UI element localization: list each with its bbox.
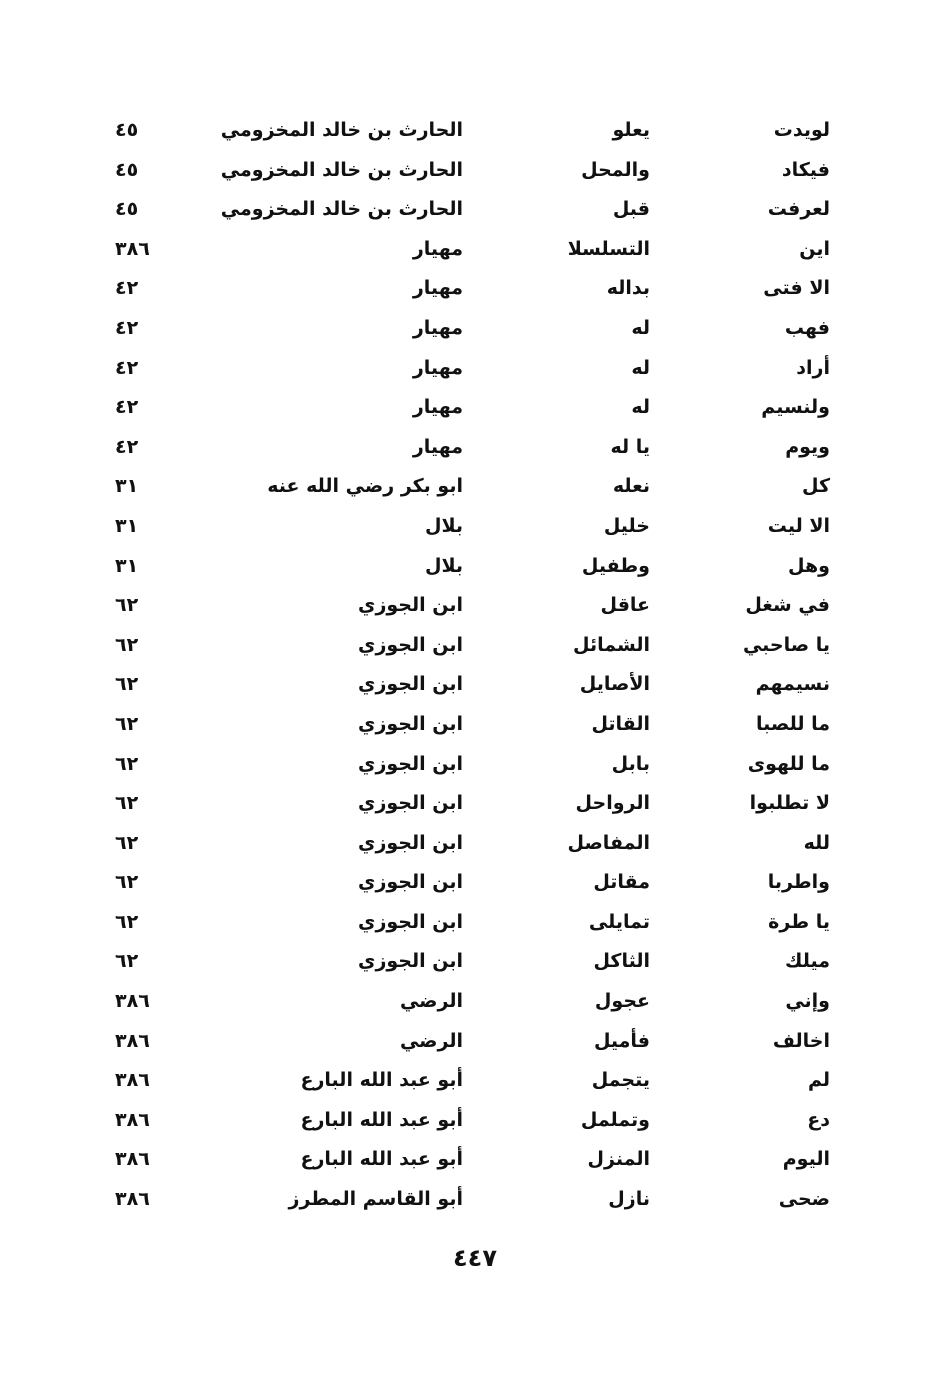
poet-name: الحارث بن خالد المخزومي (220, 198, 463, 221)
index-row (0, 389, 950, 429)
verse-first-word: ويوم (785, 435, 830, 458)
poet-name: أبو عبد الله البارع (300, 1108, 463, 1131)
page-reference: ٦٢ (115, 673, 139, 696)
verse-first-word: اليوم (782, 1148, 830, 1171)
verse-first-word: الا ليت (767, 514, 830, 537)
page-reference: ٤٥ (115, 119, 139, 141)
rhyme-word: يعلو (612, 119, 650, 141)
page-reference: ٣٨٦ (115, 1148, 150, 1171)
poet-name: مهيار (412, 356, 463, 379)
index-row (0, 429, 950, 469)
rhyme-word: يا له (610, 435, 650, 458)
index-row (0, 943, 950, 983)
poet-name: مهيار (412, 277, 463, 300)
poet-name: الحارث بن خالد المخزومي (220, 119, 463, 141)
page-reference: ٣١ (115, 475, 139, 498)
rhyme-word: بداله (606, 277, 650, 300)
index-row (0, 825, 950, 865)
index-row (0, 508, 950, 548)
verse-first-word: لعرفت (767, 198, 830, 221)
poet-name: ابن الجوزي (358, 792, 463, 815)
rhyme-word: عاقل (600, 594, 650, 617)
index-row (0, 864, 950, 904)
poet-name: ابن الجوزي (358, 871, 463, 894)
poet-name: ابن الجوزي (358, 831, 463, 854)
rhyme-word: يتجمل (591, 1069, 650, 1092)
rhyme-word: التسلسلا (567, 237, 650, 260)
verse-first-word: وهل (788, 554, 830, 577)
page-number: ٤٤٧ (453, 1244, 497, 1272)
index-row (0, 191, 950, 231)
index-row (0, 1141, 950, 1181)
verse-first-word: الا فتى (763, 277, 830, 300)
page-reference: ٤٢ (115, 316, 139, 339)
rhyme-word: القاتل (591, 712, 650, 735)
rhyme-word: وطفيل (581, 554, 650, 577)
page-reference: ٣٨٦ (115, 1108, 150, 1131)
page-reference: ٣١ (115, 514, 139, 537)
poet-name: ابن الجوزي (358, 633, 463, 656)
index-row (0, 983, 950, 1023)
rhyme-word: فأميل (593, 1029, 650, 1052)
page-reference: ٦٢ (115, 752, 139, 775)
verse-first-word: اين (799, 237, 830, 260)
poet-name: ابن الجوزي (358, 950, 463, 973)
page-reference: ٦٢ (115, 950, 139, 973)
page-reference: ٤٥ (115, 198, 139, 221)
rhyme-word: والمحل (581, 158, 650, 181)
page-reference: ٤٢ (115, 277, 139, 300)
rhyme-word: وتململ (580, 1108, 650, 1131)
rhyme-word: المنزل (587, 1148, 650, 1171)
index-row (0, 785, 950, 825)
index-row (0, 231, 950, 271)
poet-name: الرضي (399, 990, 463, 1013)
index-row (0, 627, 950, 667)
index-row (0, 1062, 950, 1102)
page-reference: ٦٢ (115, 712, 139, 735)
poet-name: ابن الجوزي (358, 712, 463, 735)
poet-name: مهيار (412, 396, 463, 419)
poet-name: ابن الجوزي (358, 594, 463, 617)
rhyme-word: نازل (608, 1188, 650, 1211)
verse-first-word: فيكاد (781, 158, 830, 181)
verse-first-word: يا طرة (768, 910, 830, 933)
index-row (0, 548, 950, 588)
index-row (0, 1102, 950, 1142)
poet-name: ابن الجوزي (358, 673, 463, 696)
poet-name: أبو القاسم المطرز (288, 1188, 463, 1211)
poet-name: ابن الجوزي (358, 752, 463, 775)
rhyme-word: نعله (612, 475, 650, 498)
index-row (0, 746, 950, 786)
verse-first-word: كل (801, 475, 830, 498)
verse-index-table (0, 112, 950, 1221)
page-reference: ٦٢ (115, 910, 139, 933)
rhyme-word: خليل (603, 514, 650, 537)
page-reference: ٣٨٦ (115, 237, 150, 260)
poet-name: الحارث بن خالد المخزومي (220, 158, 463, 181)
page-reference: ٦٢ (115, 594, 139, 617)
verse-first-word: ولنسيم (761, 396, 830, 419)
page-reference: ٤٢ (115, 435, 139, 458)
page-reference: ٦٢ (115, 633, 139, 656)
index-row (0, 587, 950, 627)
page-reference: ٣٨٦ (115, 990, 150, 1013)
index-row (0, 468, 950, 508)
rhyme-word: له (631, 316, 650, 339)
verse-first-word: ميلك (785, 950, 830, 973)
page-reference: ٦٢ (115, 871, 139, 894)
poet-name: أبو عبد الله البارع (300, 1069, 463, 1092)
rhyme-word: الثاكل (593, 950, 650, 973)
verse-first-word: أراد (796, 356, 830, 379)
rhyme-word: له (631, 396, 650, 419)
rhyme-word: الرواحل (575, 792, 650, 815)
poet-name: بلال (424, 514, 463, 537)
index-row (0, 350, 950, 390)
page-reference: ٤٢ (115, 356, 139, 379)
page-reference: ٣١ (115, 554, 139, 577)
verse-first-word: ما للصبا (755, 712, 830, 735)
verse-first-word: ما للهوى (747, 752, 830, 775)
rhyme-word: الأصايل (579, 673, 650, 696)
page-reference: ٤٢ (115, 396, 139, 419)
rhyme-word: له (631, 356, 650, 379)
index-row (0, 152, 950, 192)
verse-first-word: لله (803, 831, 830, 854)
poet-name: ابو بكر رضي الله عنه (267, 475, 463, 498)
index-row (0, 270, 950, 310)
poet-name: ابن الجوزي (358, 910, 463, 933)
page-reference: ٦٢ (115, 792, 139, 815)
page-reference: ٤٥ (115, 158, 139, 181)
rhyme-word: عجول (594, 990, 650, 1013)
poet-name: مهيار (412, 435, 463, 458)
verse-first-word: لا تطلبوا (749, 792, 830, 815)
verse-first-word: واطربا (767, 871, 830, 894)
poet-name: بلال (424, 554, 463, 577)
rhyme-word: قبل (612, 198, 650, 221)
verse-first-word: لويدت (773, 119, 830, 141)
page-reference: ٦٢ (115, 831, 139, 854)
rhyme-word: الشمائل (573, 633, 650, 656)
rhyme-word: المفاصل (567, 831, 650, 854)
poet-name: مهيار (412, 316, 463, 339)
verse-first-word: دع (807, 1108, 830, 1131)
verse-first-word: فهب (784, 316, 830, 339)
rhyme-word: مقاتل (593, 871, 650, 894)
rhyme-word: تمايلى (588, 910, 650, 933)
index-row (0, 706, 950, 746)
poet-name: مهيار (412, 237, 463, 260)
page-reference: ٣٨٦ (115, 1029, 150, 1052)
verse-first-word: اخالف (772, 1029, 830, 1052)
verse-first-word: نسيمهم (755, 673, 830, 696)
index-row (0, 112, 950, 152)
poet-name: الرضي (399, 1029, 463, 1052)
index-row (0, 310, 950, 350)
page-reference: ٣٨٦ (115, 1069, 150, 1092)
index-row (0, 666, 950, 706)
verse-first-word: وإني (785, 990, 830, 1013)
verse-first-word: يا صاحبي (742, 633, 830, 656)
poet-name: أبو عبد الله البارع (300, 1148, 463, 1171)
index-row (0, 1023, 950, 1063)
verse-first-word: لم (807, 1069, 830, 1092)
rhyme-word: بابل (611, 752, 650, 775)
index-row (0, 1181, 950, 1221)
verse-first-word: ضحى (778, 1188, 830, 1211)
verse-first-word: في شغل (745, 594, 830, 617)
page-reference: ٣٨٦ (115, 1188, 150, 1211)
index-row (0, 904, 950, 944)
